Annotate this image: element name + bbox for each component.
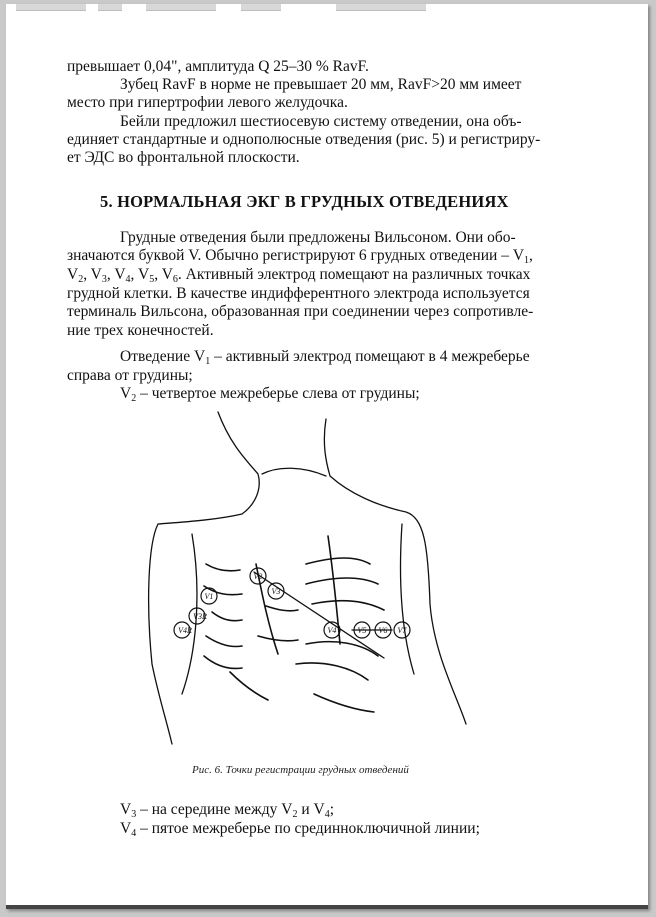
subscript: 5: [149, 274, 155, 285]
text-line: превышает 0,04", амплитуда Q 25–30 % RavF.: [67, 58, 369, 75]
subscript: 4: [125, 274, 131, 285]
section-heading: 5. НОРМАЛЬНАЯ ЭКГ В ГРУДНЫХ ОТВЕДЕНИЯХ: [100, 192, 509, 211]
subscript: 4: [324, 809, 330, 820]
subscript: 1: [524, 255, 530, 266]
text-line: Зубец RavF в норме не превышает 20 мм, RavF>20 мм имеет: [120, 76, 522, 93]
electrode-label: V2: [253, 572, 263, 581]
electrode-label: V7: [397, 626, 407, 635]
text-segment: , V: [83, 266, 102, 283]
text-segment: – на середине между V: [136, 801, 293, 818]
subscript: 3: [101, 274, 107, 285]
text-line: ет ЭДС во фронтальной плоскости.: [67, 149, 300, 166]
text-segment: – пятое межреберье по срединноключичной линии;: [136, 820, 480, 837]
text-segment: V: [120, 801, 132, 818]
text-segment: Отведение V: [120, 348, 206, 365]
subscript: 1: [205, 356, 211, 367]
text-segment: V: [67, 266, 79, 283]
document-page: [6, 4, 648, 909]
text-segment: – четвертое межреберье слева от грудины;: [136, 385, 420, 402]
text-segment: и V: [297, 801, 325, 818]
text-line: [120, 820, 480, 838]
text-segment: , V: [130, 266, 150, 283]
electrode-markers: [174, 568, 410, 638]
electrode-label: V3R: [193, 612, 207, 621]
text-line: Грудные отведения были предложены Вильсоном. Они обо-: [120, 229, 516, 246]
text-line: терминаль Вильсона, образованная при соединении через сопротивле-: [67, 303, 534, 320]
text-line: ние трех конечностей.: [67, 322, 214, 339]
figure-caption: Рис. 6. Точки регистрации грудных отведений: [192, 764, 409, 776]
subscript: 2: [78, 274, 84, 285]
text-segment: ,: [529, 247, 533, 264]
electrode-label: V6: [378, 626, 388, 635]
electrode-label: V4R: [178, 626, 192, 635]
text-segment: V: [120, 385, 132, 402]
text-segment: значаются буквой V. Обычно регистрируют 6 грудных отведении – V: [67, 247, 525, 264]
electrode-label: V3: [271, 587, 281, 596]
torso-outline: [149, 412, 466, 744]
subscript: 6: [172, 274, 178, 285]
text-line: место при гипертрофии левого желудочка.: [67, 94, 348, 111]
text-line: справа от грудины;: [67, 367, 193, 384]
text-line: Бейли предложил шестиосевую систему отведении, она объ-: [120, 113, 522, 130]
text-segment: V: [120, 820, 132, 837]
text-line: [120, 801, 334, 819]
text-segment: ;: [329, 801, 335, 818]
text-line: грудной клетки. В качестве индифферентного электрода используется: [67, 285, 530, 302]
text-segment: . Активный электрод помещают на различных точках: [177, 266, 531, 283]
subscript: 2: [292, 809, 298, 820]
text-line: единяет стандартные и однополюсные отведения (рис. 5) и регистриру-: [67, 131, 541, 148]
electrode-label: V4: [327, 626, 337, 635]
subscript: 4: [131, 828, 137, 839]
page-bottom-border: [6, 905, 648, 909]
subscript: 3: [131, 809, 137, 820]
text-segment: , V: [154, 266, 173, 283]
electrode-label: V5: [357, 626, 367, 635]
subscript: 2: [131, 393, 137, 404]
electrode-label: V1: [204, 592, 214, 601]
text-segment: , V: [106, 266, 126, 283]
text-segment: – активный электрод помещают в 4 межреберье: [210, 348, 530, 365]
